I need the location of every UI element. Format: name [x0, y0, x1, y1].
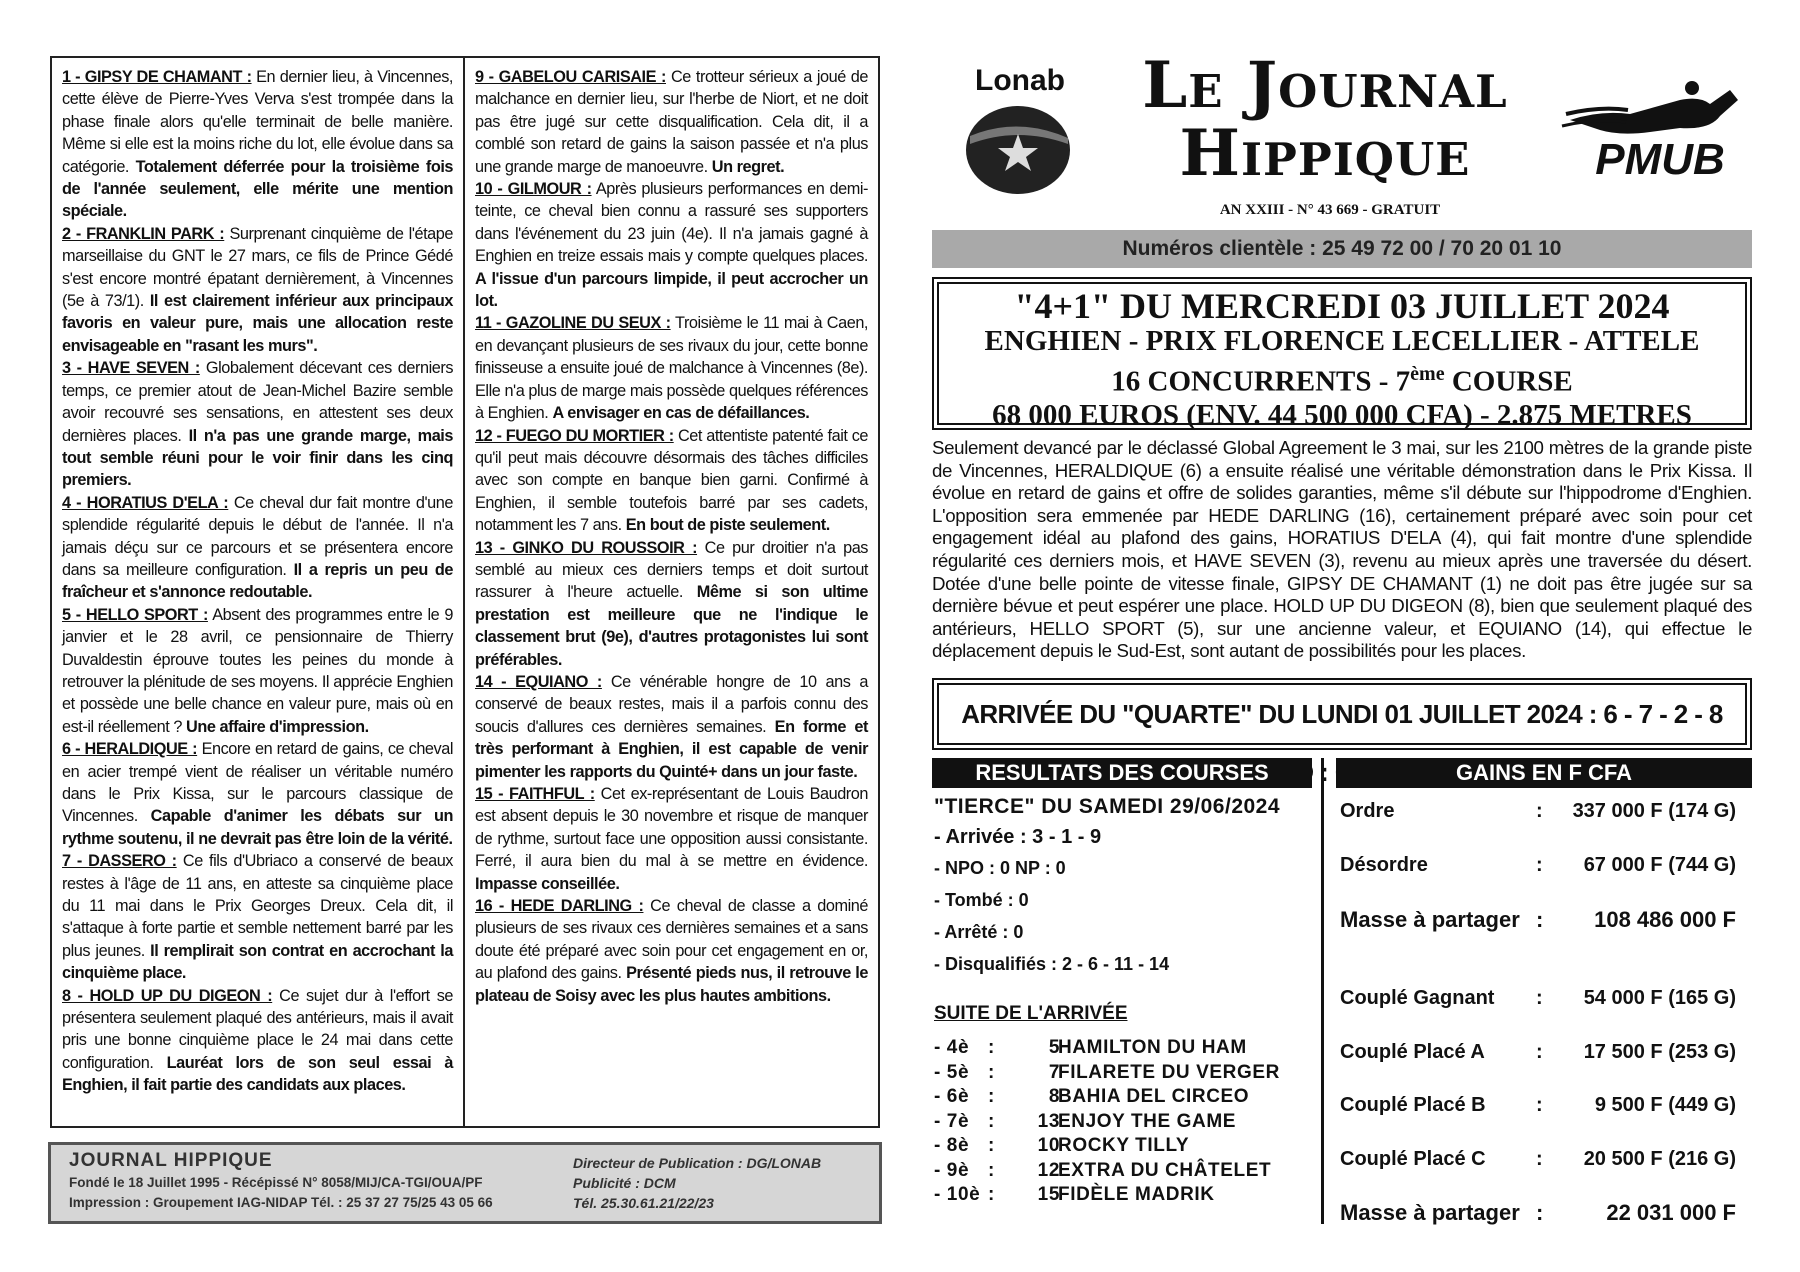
gain-lab: Couplé Gagnant — [1340, 987, 1495, 1009]
gain-colon: : — [1536, 907, 1544, 932]
preview-text: Ce cheval de classe a dominé plusieurs de ses rivaux ces dernières semaines et a sans doute été préparé avec soin pour cet engagement en or, au plafond des gains. — [475, 897, 868, 983]
suite-num: 13 — [1037, 1110, 1060, 1132]
preview-text: Ce trotteur sérieux a joué de malchance en dernier lieu, sur l'herbe de Niort, et ne doit pas être jugé sur cette disqualification. Cela dit, il a comblé son retard de gains la saison passée et n'a plus une grande marge de manoeuvre. — [475, 68, 869, 176]
suite-num: 8 — [1048, 1086, 1060, 1107]
preview-verdict: En bout de piste seulement. — [625, 516, 830, 535]
preview-text: Surprenant cinquième de l'étape marseillaise du GNT le 27 mars, ce fils de Prince Gédé s'est encore montré épatant dernièrement, à Vincennes (5e à 73/1). — [62, 224, 453, 311]
horse-name: 12 - FUEGO DU MORTIER : — [475, 426, 674, 445]
publication-footer — [48, 1142, 882, 1224]
suite-name: EXTRA DU CHÂTELET — [1058, 1159, 1272, 1181]
horse-preview — [62, 223, 453, 357]
masthead-line-1: Le Journal — [1142, 48, 1508, 123]
gain-val: 9 500 F (449 G) — [1594, 1094, 1736, 1116]
horse-name: 13 - GINKO DU ROUSSOIR : — [475, 538, 698, 557]
gain-lab: Couplé Placé C — [1340, 1148, 1486, 1170]
gain-lab: Désordre — [1340, 854, 1428, 876]
preview-text: Absent des programmes entre le 9 janvier et le 28 avril, ce pensionnaire de Thierry Duvaldestin éprouve toutes les peines du monde à retrouver la plénitude de ses moyens. Il apprécie Enghien et possède une belle chance en valeur pure, mais où en est-il réellement ? — [62, 605, 453, 736]
horse-name: 9 - GABELOU CARISAIE : — [475, 68, 666, 86]
gain-lab: Masse à partager — [1340, 1200, 1520, 1225]
preview-text: Ce vénérable hongre de 10 ans a conservé de beaux restes, mais il a parfois connu des soucis d'allures ces dernières semaines. — [475, 672, 868, 736]
gain-colon: : — [1536, 800, 1543, 822]
horse-name: 7 - DASSERO : — [62, 852, 177, 871]
horse-jockey-icon — [1562, 81, 1738, 134]
suite-colon: : — [988, 1110, 995, 1132]
gain-val: 108 486 000 F — [1594, 907, 1736, 932]
horse-preview — [475, 425, 868, 537]
suite-colon: : — [988, 1184, 995, 1205]
horse-name: 4 - HORATIUS D'ELA : — [62, 493, 229, 512]
client-numbers-bar: Numéros clientèle : 25 49 72 00 / 70 20 01 10 — [932, 230, 1752, 268]
quarte-result: ARRIVÉE DU "QUARTE" DU LUNDI 01 JUILLET 2024 : 6 - 7 - 2 - 8 : — [937, 683, 1747, 745]
preview-text: Encore en retard de gains, ce cheval en acier trempé vient de réaliser un véritable numéro dans le Prix Kissa, sur le parcours classique de Vincennes. — [62, 740, 453, 826]
horse-name: 11 - GAZOLINE DU SEUX : — [475, 314, 671, 333]
preview-verdict: Un regret. — [711, 157, 785, 176]
suite-name: FIDÈLE MADRIK — [1058, 1184, 1215, 1205]
horse-preview — [62, 985, 453, 1097]
result-disqualifies: - Disqualifiés : 2 - 6 - 11 - 14 — [934, 954, 1170, 974]
pmub-logo — [1560, 70, 1750, 190]
gain-colon: : — [1536, 987, 1543, 1009]
preview-text: En dernier lieu, à Vincennes, cette élève de Pierre-Yves Verva s'est trompée dans la phase finale alors qu'elle terminait de belle manière. Même si elle est la moins riche du lot, elle évolue dans sa catégorie. — [62, 68, 453, 176]
horse-preview — [62, 738, 453, 850]
preview-verdict: Totalement déferrée pour la troisième fois de l'année seulement, elle mérite une mention spéciale. — [62, 157, 454, 221]
horse-name: 5 - HELLO SPORT : — [62, 605, 208, 624]
horse-preview — [475, 671, 868, 783]
horse-preview — [62, 66, 453, 223]
preview-verdict: A envisager en cas de défaillances. — [552, 404, 810, 423]
suite-name: HAMILTON DU HAM — [1058, 1037, 1247, 1058]
suite-colon: : — [988, 1086, 995, 1107]
masthead-line-2: Hippique — [1179, 116, 1471, 191]
result-npo: - NPO : 0 NP : 0 — [934, 858, 1066, 878]
gain-val: 20 500 F (216 G) — [1583, 1148, 1736, 1170]
preview-verdict: Impasse conseillée. — [475, 874, 620, 893]
horse-name: 15 - FAITHFUL : — [475, 785, 595, 803]
suite-name: FILARETE DU VERGER — [1058, 1061, 1280, 1083]
suite-colon: : — [988, 1037, 995, 1058]
footer-phone: Tél. 25.30.61.21/22/23 — [573, 1195, 714, 1211]
gain-lab: Couplé Placé B — [1340, 1094, 1486, 1116]
gain-colon: : — [1536, 1094, 1543, 1116]
horse-name: 10 - GILMOUR : — [475, 180, 592, 199]
suite-num: 7 — [1048, 1061, 1060, 1083]
suite-colon: : — [988, 1159, 995, 1181]
suite-pos: - 9è — [934, 1159, 970, 1181]
preview-text: Cet attentiste patenté fait ce qu'il peut mais découvre désormais des tâches difficiles avec son compte en banque bien garni. Confirmé à Enghien, il semble toutefois barré par ses cadets, notamment les 7 ans. — [475, 426, 869, 535]
suite-num: 10 — [1037, 1135, 1060, 1156]
horse-previews — [50, 56, 880, 1128]
column-divider — [1321, 758, 1324, 1224]
preview-verdict: Une affaire d'impression. — [186, 717, 369, 736]
footer-title: JOURNAL HIPPIQUE — [69, 1150, 273, 1171]
masthead — [1100, 48, 1550, 191]
horse-name: 2 - FRANKLIN PARK : — [62, 224, 225, 243]
race-venue: ENGHIEN - PRIX FLORENCE LECELLIER - ATTELE — [984, 325, 1700, 357]
gain-row — [1338, 1200, 1752, 1230]
preview-verdict: Il n'a pas une grande marge, mais tout semble réuni pour le voir finir dans les cinq premiers. — [62, 426, 453, 490]
horse-preview — [475, 66, 868, 178]
horse-name: 16 - HEDE DARLING : — [475, 897, 644, 916]
preview-text: Ce fils d'Ubriaco a conservé de beaux restes à l'âge de 11 ans, en atteste sa cinquième place du 11 mai dans le Prix Georges Dreux. Cela dit, il s'attaque à forte partie et semble nettement barré par les plus jeunes. — [62, 852, 453, 960]
preview-text: Après plusieurs performances en demi-teinte, ce cheval bien connu a rassuré ses supporters dans l'événement du 23 juin (4e). Il n'a jamais gagné à Enghien en treize essais mais y compte quelques places. — [475, 180, 868, 266]
horse-preview — [475, 178, 868, 312]
preview-verdict: Même si son ultime prestation est meilleure que ne l'indique le classement brut (9e), d'autres protagonistes lui sont préférables. — [475, 583, 868, 669]
horse-name: 8 - HOLD UP DU DIGEON : — [62, 986, 273, 1005]
suite-colon: : — [988, 1135, 995, 1156]
suite-name: BAHIA DEL CIRCEO — [1058, 1086, 1250, 1107]
footer-printing: Impression : Groupement IAG-NIDAP Tél. : 25 37 27 75/25 43 05 66 — [69, 1195, 493, 1210]
footer-founded: Fondé le 18 Juillet 1995 - Récépissé N° 8058/MIJ/CA-TGI/OUA/PF — [69, 1175, 483, 1190]
suite-pos: - 5è — [934, 1061, 970, 1083]
footer-advertising: Publicité : DCM — [573, 1175, 676, 1191]
suite-pos: - 4è — [934, 1037, 970, 1058]
horse-name: 6 - HERALDIQUE : — [62, 740, 198, 759]
suite-num: 12 — [1037, 1159, 1060, 1181]
preview-text: Ce pur droitier n'a pas semblé au mieux ces derniers temps et doit surtout rassurer à l'heure actuelle. — [475, 538, 868, 602]
preview-verdict: En forme et très performant à Enghien, il est capable de venir pimenter les rapports du Quinté+ dans un jour faste. — [475, 717, 868, 781]
horse-preview — [475, 783, 868, 895]
race-runners: 16 CONCURRENTS - 7ème COURSE — [1111, 363, 1573, 398]
preview-verdict: Lauréat lors de son seul essai à Enghien, il fait partie des candidats aux places. — [62, 1053, 453, 1095]
previews-column-2 — [465, 58, 878, 1126]
preview-text: Cet ex-représentant de Louis Baudron est absent depuis le 30 novembre et risque de manquer de rythme, surtout face une opposition aussi consistante. Ferré, il aura bien du mal à se mettre en évidence. — [475, 785, 868, 871]
gain-colon: : — [1536, 1148, 1543, 1170]
preview-verdict: Présenté pieds nus, il retrouve le plateau de Soisy avec les plus hautes ambitions. — [475, 964, 868, 1005]
gain-row — [1338, 1041, 1752, 1071]
footer-director: Directeur de Publication : DG/LONAB — [573, 1155, 822, 1171]
horse-preview — [475, 895, 868, 1007]
horse-preview — [62, 604, 453, 738]
gain-lab: Masse à partager — [1340, 907, 1520, 932]
gain-val: 67 000 F (744 G) — [1583, 854, 1736, 876]
gain-val: 54 000 F (165 G) — [1583, 987, 1736, 1009]
result-tombe: - Tombé : 0 — [934, 890, 1029, 910]
gain-row — [1338, 907, 1752, 937]
horse-preview — [62, 357, 453, 491]
suite-pos: - 7è — [934, 1110, 970, 1132]
result-arrivee: - Arrivée : 3 - 1 - 9 — [934, 826, 1102, 848]
race-prize: 68 000 EUROS (ENV. 44 500 000 CFA) - 2.875 METRES — [992, 398, 1692, 431]
gain-row — [1338, 1094, 1752, 1124]
gains-header: GAINS EN F CFA — [1336, 758, 1752, 788]
gain-colon: : — [1536, 854, 1543, 876]
pmub-logo-text: PMUB — [1595, 135, 1725, 184]
lonab-logo — [960, 58, 1080, 198]
horse-name: 1 - GIPSY DE CHAMANT : — [62, 68, 252, 86]
preview-verdict: Il est clairement inférieur aux principaux favoris en valeur pure, mais une allocation reste envisageable en "rasant les murs". — [62, 292, 453, 355]
horse-name: 3 - HAVE SEVEN : — [62, 359, 200, 378]
horse-preview — [62, 850, 453, 984]
suite-pos: - 8è — [934, 1135, 970, 1156]
race-title-box — [932, 277, 1752, 430]
suite-title: SUITE DE L'ARRIVÉE — [934, 1003, 1128, 1024]
gain-lab: Ordre — [1340, 800, 1395, 822]
preview-text: Ce sujet dur à l'effort se présentera seulement plaqué des antérieurs, mais il avait pris une bonne cinquième place le 24 mai dans cette configuration. — [62, 986, 453, 1072]
preview-text: Troisième le 11 mai à Caen, en devançant plusieurs de ses rivaux du jour, cette bonne finisseuse a ensuite joué de malchance à Vincennes (8e). Elle n'a plus de marge mais possède quelques références à Enghien. — [475, 314, 868, 423]
horse-preview — [475, 312, 868, 424]
race-title: "4+1" DU MERCREDI 03 JUILLET 2024 — [1014, 286, 1670, 326]
gain-row — [1338, 1148, 1752, 1178]
horse-name: 14 - EQUIANO : — [475, 672, 602, 691]
suite-colon: : — [988, 1061, 995, 1083]
suite-num: 5 — [1048, 1037, 1060, 1058]
gain-colon: : — [1536, 1041, 1543, 1063]
suite-name: ENJOY THE GAME — [1058, 1110, 1237, 1132]
gain-lab: Couplé Placé A — [1340, 1041, 1485, 1063]
results-header: RESULTATS DES COURSES — [932, 758, 1312, 788]
gain-row — [1338, 854, 1752, 884]
result-arrete: - Arrêté : 0 — [934, 922, 1024, 942]
gain-val: 17 500 F (253 G) — [1583, 1041, 1736, 1063]
issue-number: AN XXIII - N° 43 669 - GRATUIT — [1219, 202, 1441, 218]
pronostic-text: Seulement devancé par le déclassé Global Agreement le 3 mai, sur les 2100 mètres de la grande piste de Vincennes, HERALDIQUE (6) a ensuite réalisé une véritable démonstration dans le Prix Kissa. Il évolue en retard de gains et offre de solides garanties, même s'il débute sur l'hippodrome d'Enghien. L'opposition sera emmenée par HEDE DARLING (16), certainement préparé avec soin pour cet engagement idéal au plafond des gains, HORATIUS D'ELA (4), qui fait montre d'une splendide régularité ces derniers mois, et HAVE SEVEN (3), revenu au mieux après une traversée du désert. Dotée d'une belle pointe de vitesse finale, GIPSY DE CHAMANT (1) ne doit pas être jugée sur sa dernière bévue et peut espérer une place. HOLD UP DU DIGEON (8), bien que seulement plaqué des antérieurs, HELLO SPORT (5), sur une ancienne valeur, et EQUIANO (14), qui effectue le déplacement depuis le Sud-Est, sont autant de possibilités pour les places. — [932, 437, 1752, 662]
preview-verdict: A l'issue d'un parcours limpide, il peut accrocher un lot. — [475, 269, 868, 311]
preview-verdict: Capable d'animer les débats sur un rythme soutenu, il ne devrait pas être loin de la vérité. — [62, 807, 453, 848]
gain-val: 337 000 F (174 G) — [1572, 800, 1736, 822]
lonab-logo-text: Lonab — [975, 64, 1065, 97]
suite-pos: - 6è — [934, 1086, 970, 1107]
gain-row — [1338, 987, 1752, 1017]
gain-val: 22 031 000 F — [1606, 1200, 1736, 1225]
horse-preview — [62, 492, 453, 604]
preview-text: Globalement décevant ces derniers temps, ce premier atout de Jean-Michel Bazire semble avoir recouvré ses sensations, en attestent ses deux dernières places. — [62, 359, 454, 445]
suite-name: ROCKY TILLY — [1058, 1135, 1190, 1156]
suite-pos: - 10è — [934, 1184, 981, 1205]
preview-verdict: Il remplirait son contrat en accrochant la cinquième place. — [62, 941, 453, 983]
preview-text: Ce cheval dur fait montre d'une splendide régularité depuis le début de l'année. Il n'a jamais déçu sur ce parcours et se présentera encore dans sa meilleure configuration. — [62, 493, 453, 579]
previews-column-1 — [52, 58, 465, 1126]
tierce-title: "TIERCE" DU SAMEDI 29/06/2024 — [934, 795, 1281, 818]
horse-preview — [475, 537, 868, 671]
preview-verdict: Il a repris un peu de fraîcheur et s'annonce redoutable. — [62, 560, 453, 602]
gain-row — [1338, 800, 1752, 830]
gain-colon: : — [1536, 1200, 1544, 1225]
suite-num: 15 — [1037, 1184, 1060, 1205]
